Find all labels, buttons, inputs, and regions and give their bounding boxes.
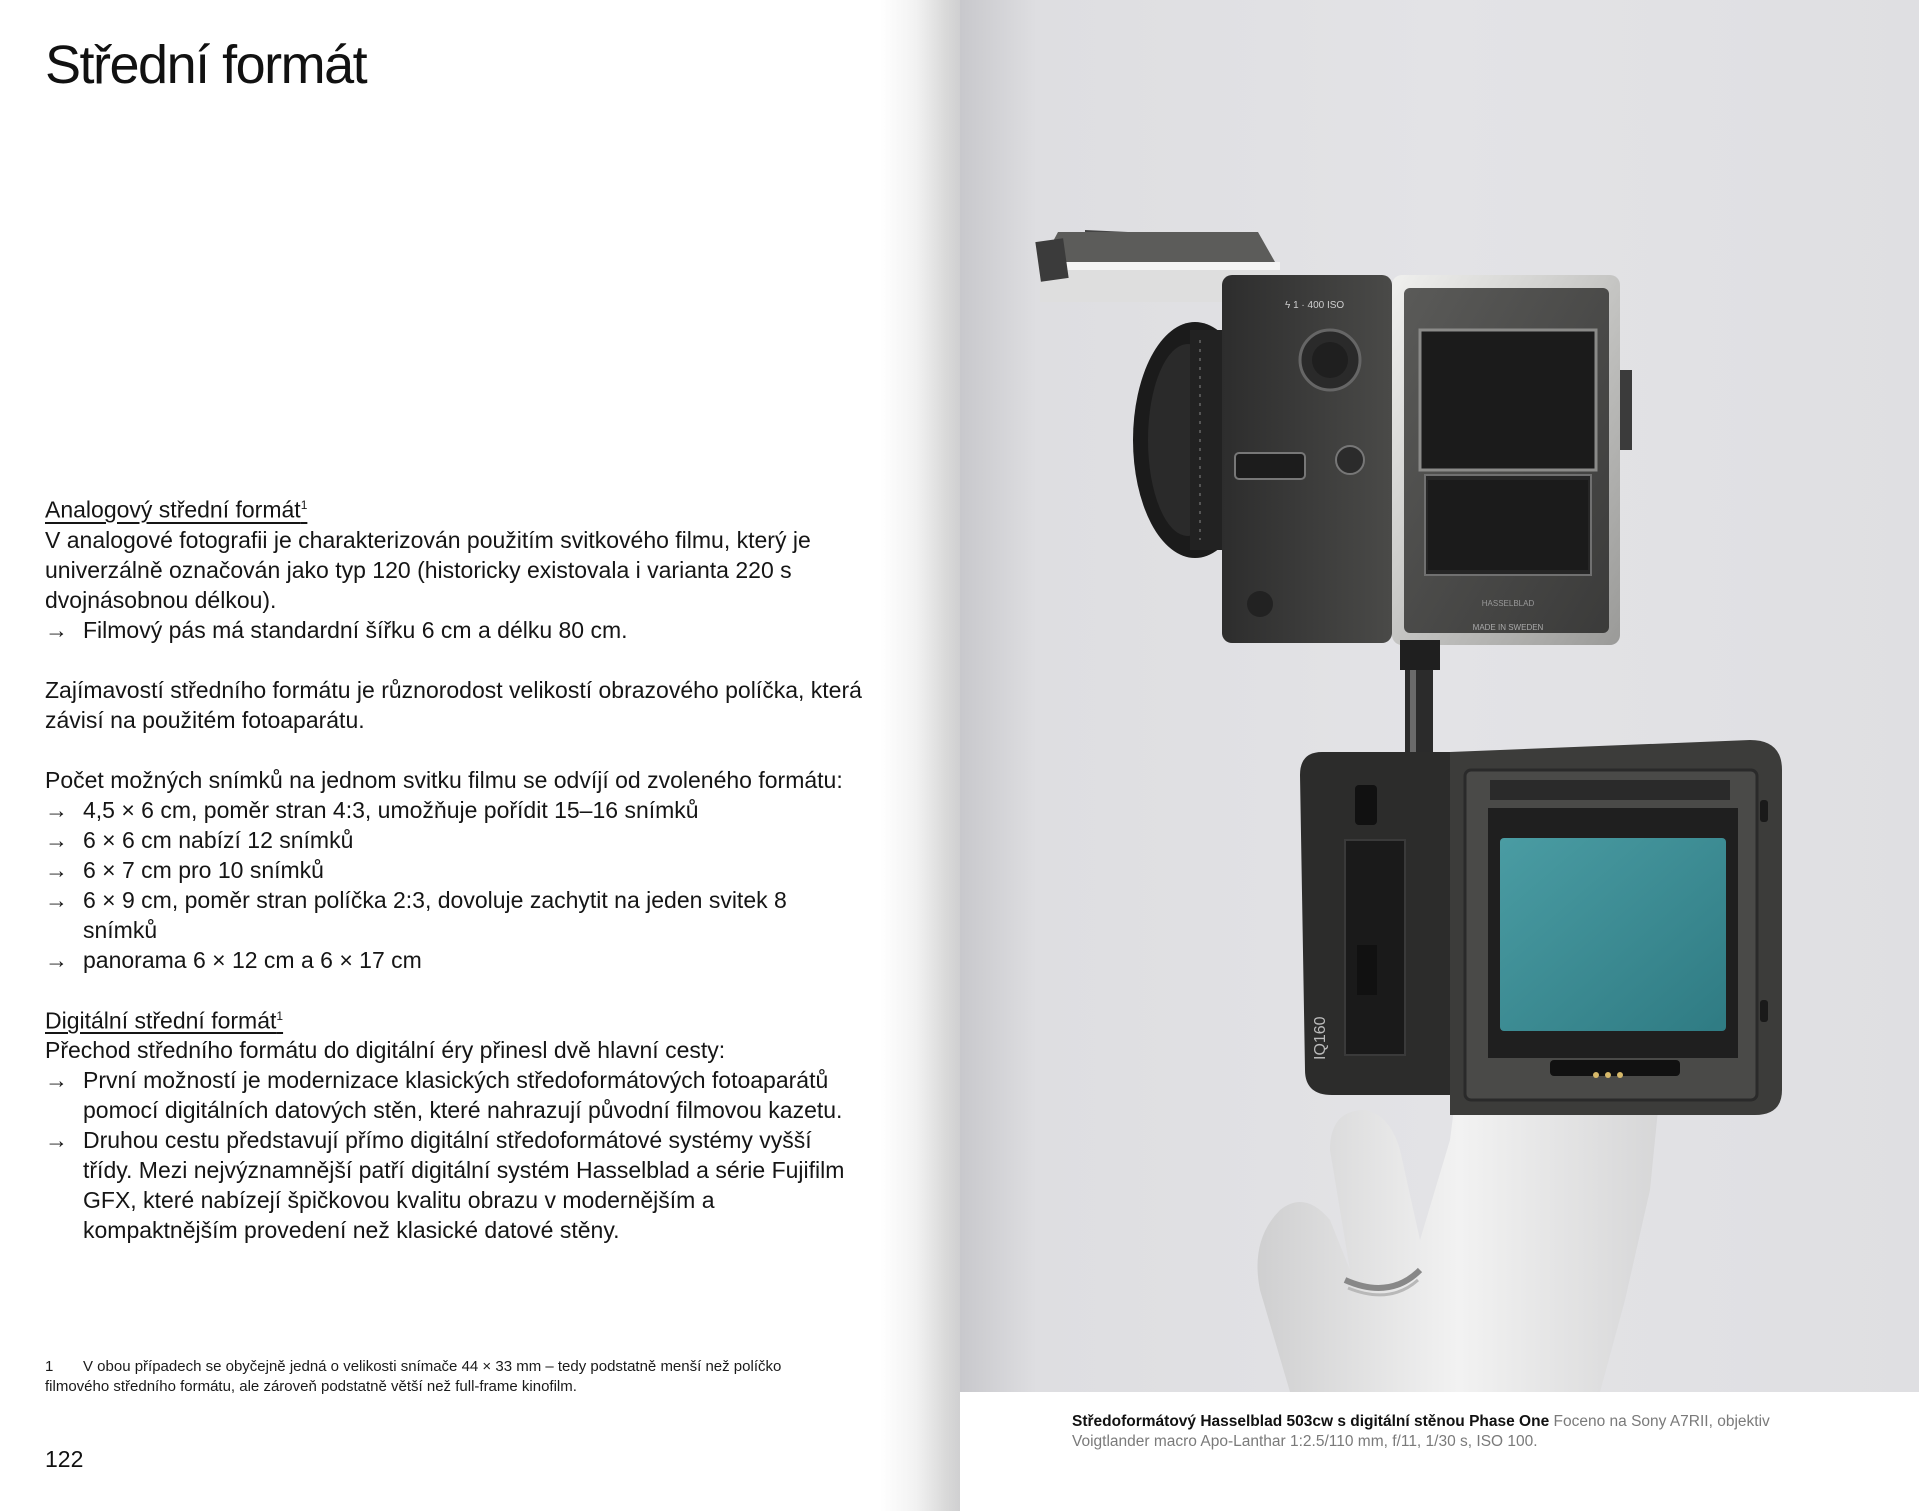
format-list xyxy=(45,795,865,975)
analog-intro: V analogové fotografii je charakterizován použitím svitkového filmu, který je univerzálně označován jako typ 120 (historicky existovala i varianta 220 s dvojnásobnou délkou). xyxy=(45,526,811,613)
footnote xyxy=(45,1357,845,1397)
page-number: 122 xyxy=(45,1446,84,1472)
photo-caption xyxy=(1072,1412,1832,1452)
section-heading-analog xyxy=(45,490,865,525)
arrow-icon: → xyxy=(45,856,68,883)
list-item xyxy=(45,795,865,825)
camera-illustration xyxy=(960,0,1919,1392)
list-item xyxy=(45,1065,865,1125)
digital-list xyxy=(45,1065,865,1245)
image-sensor xyxy=(1500,838,1726,1031)
section-digital xyxy=(45,1001,865,1246)
list-item xyxy=(45,885,865,945)
list-item-text: 6 × 9 cm, poměr stran políčka 2:3, dovoluje zachytit na jeden svitek 8 snímků xyxy=(83,886,787,943)
camera-photo xyxy=(960,0,1919,1392)
arrow-icon: → xyxy=(45,946,68,973)
list-item-text: 6 × 6 cm nabízí 12 snímků xyxy=(83,826,354,853)
footnote-ref: 1 xyxy=(276,1008,284,1023)
footnote-ref: 1 xyxy=(300,498,308,512)
list-item-text: První možností je modernizace klasických středoformátových fotoaparátů pomocí digitálních datových stěn, které nahrazují původní filmovou kazetu. xyxy=(83,1067,843,1124)
analog-para-3: Počet možných snímků na jednom svitku filmu se odvíjí od zvoleného formátu: xyxy=(45,766,843,793)
list-item-text: 6 × 7 cm pro 10 snímků xyxy=(83,856,324,883)
analog-para-2: Zajímavostí středního formátu je různorodost velikostí obrazového políčka, která závisí na použitém fotoaparátu. xyxy=(45,676,862,733)
section-heading-analog-text: Analogový střední formát xyxy=(45,496,301,523)
page-title: Střední formát xyxy=(45,35,367,95)
arrow-icon: → xyxy=(45,1067,68,1094)
arrow-icon: → xyxy=(45,796,68,823)
list-item-text: panorama 6 × 12 cm a 6 × 17 cm xyxy=(83,946,422,973)
body-text xyxy=(45,490,865,1245)
digital-intro: Přechod středního formátu do digitální éry přinesl dvě hlavní cesty: xyxy=(45,1037,726,1064)
caption-details: Foceno na Sony A7RII, objektiv Voigtlander macro Apo-Lanthar 1:2.5/110 mm, f/11, 1/30 s, ISO 100. xyxy=(1072,1413,1770,1450)
support-rod xyxy=(1400,640,1440,755)
analog-film-list xyxy=(45,615,865,645)
phase-one-model-label: IQ160 xyxy=(1312,1016,1329,1060)
arrow-icon: → xyxy=(45,616,68,643)
list-item xyxy=(45,615,865,645)
arrow-icon: → xyxy=(45,826,68,853)
list-item xyxy=(45,945,865,975)
footnote-number: 1 xyxy=(45,1358,54,1375)
arrow-icon: → xyxy=(45,1127,68,1154)
list-item xyxy=(45,1125,865,1245)
iso-markings: ϟ 1 · 400 ISO xyxy=(1285,300,1345,311)
arrow-icon: → xyxy=(45,886,68,913)
left-page xyxy=(0,0,905,1511)
digital-back xyxy=(1300,740,1782,1115)
film-back xyxy=(1392,275,1632,645)
list-item-text: 4,5 × 6 cm, poměr stran 4:3, umožňuje pořídit 15–16 snímků xyxy=(83,796,699,823)
list-item-text: Filmový pás má standardní šířku 6 cm a délku 80 cm. xyxy=(83,616,628,643)
hasselblad-label: HASSELBLAD xyxy=(1481,599,1535,608)
footnote-text: V obou případech se obyčejně jedná o velikosti snímače 44 × 33 mm – tedy podstatně menší než políčko filmového středního formátu, ale zároveň podstatně větší než full-frame kinofilm. xyxy=(45,1358,782,1395)
section-heading-digital-text: Digitální střední formát xyxy=(45,1007,277,1034)
section-heading-digital xyxy=(45,1001,865,1036)
camera-body xyxy=(1222,275,1392,643)
caption-title: Středoformátový Hasselblad 503cw s digitální stěnou Phase One xyxy=(1072,1413,1550,1430)
list-item-text: Druhou cestu představují přímo digitální středoformátové systémy vyšší třídy. Mezi nejvýznamnější patří digitální systém Hasselblad a série Fujifilm GFX, které nabízejí špičkovou kvalitu obrazu v modernějším a kompaktnějším provedení než klasické datové stěny. xyxy=(83,1127,845,1244)
list-item xyxy=(45,855,865,885)
made-in-sweden-label: MADE IN SWEDEN xyxy=(1472,623,1544,632)
list-item xyxy=(45,825,865,855)
